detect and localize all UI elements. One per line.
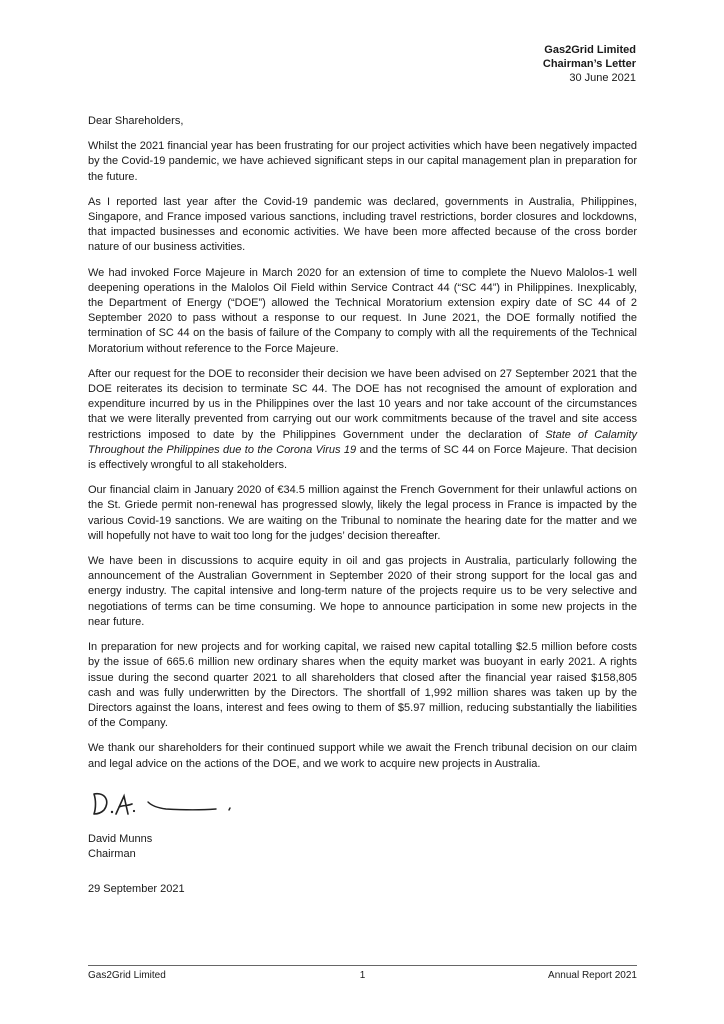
- footer-report-title: Annual Report 2021: [548, 970, 637, 981]
- signer-block: [88, 832, 637, 862]
- letter-body: [88, 114, 637, 897]
- paragraph-3: We had invoked Force Majeure in March 2020 for an extension of time to complete the Nuevo Malolos-1 well deepening operations in the Malolos Oil Field within Service Contract 44 (“SC 44”) in Philippines. Inexplicably, the Department of Energy (“DOE”) allowed the Technical Moratorium extension expiry date of SC 44 of 2 September 2020 to pass without a response to our request. In June 2021, the DOE formally notified the termination of SC 44 on the basis of failure of the Company to comply with all the requirements of the Technical Moratorium without reference to the Force Majeure.: [88, 266, 637, 355]
- page-number: 1: [359, 970, 366, 981]
- paragraph-1: Whilst the 2021 financial year has been frustrating for our project activities which have been negatively impacted by the Covid-19 pandemic, we have achieved significant steps in our capital management plan in preparation for the future.: [88, 140, 637, 183]
- company-name: Gas2Grid Limited: [544, 44, 636, 56]
- salutation: Dear Shareholders,: [88, 115, 184, 127]
- paragraph-7: In preparation for new projects and for working capital, we raised new capital totalling $2.5 million before costs by the issue of 665.6 million new ordinary shares when the equity market was buoyant in early 2021. A rights issue during the second quarter 2021 to all shareholders that closed after the financial year raised $158,805 cash and was fully underwritten by the Directors. The shortfall of 1,992 million shares was taken up by the Directors against the loans, interest and fees owing to them of $5.97 million, reducing substantially the liabilities of the Company.: [88, 641, 637, 730]
- letter-date: 29 September 2021: [88, 883, 185, 896]
- paragraph-5: Our financial claim in January 2020 of €34.5 million against the French Government for their unlawful actions on the St. Griede permit non-renewal has progressed slowly, likely the legal process in France is impacted by the various Covid-19 sanctions. We are waiting on the Tribunal to nominate the hearing date for the matter and we will hopefully not have to wait too long for the judges’ decision thereafter.: [88, 484, 637, 542]
- letter-header: [543, 43, 636, 85]
- document-title: Chairman’s Letter: [542, 58, 636, 70]
- paragraph-8: We thank our shareholders for their continued support while we await the French tribunal decision on our claim and legal advice on the actions of the DOE, and we work to acquire new projects in Australia.: [88, 742, 637, 770]
- paragraph-4-part-1: After our request for the DOE to reconsider their decision we have been advised on 27 September 2021 that the DOE reiterates its decision to terminate SC 44. The DOE has not recognised the amount of exploration and expenditure incurred by us in the Philippines over the last 10 years and nor take account of the circumstances that we were literally prevented from carrying out our work commitments because of the travel and site access restrictions imposed to date by the Philippines Government under the declaration of: [88, 367, 637, 441]
- report-period: 30 June 2021: [569, 72, 636, 84]
- paragraph-2: As I reported last year after the Covid-19 pandemic was declared, governments in Australia, Philippines, Singapore, and France imposed various sanctions, including travel restrictions, border closures and lockdowns, that impacted businesses and economic activities. We have been more affected because of the cross border nature of our business activities.: [88, 195, 637, 254]
- paragraph-4-italic-declaration: State of Calamity Throughout the Philippines due to the Corona Virus 19: [88, 428, 638, 456]
- paragraph-4: [88, 367, 637, 473]
- signature-image: [88, 782, 258, 822]
- paragraph-6: We have been in discussions to acquire equity in oil and gas projects in Australia, particularly following the announcement of the Australian Government in September 2020 of their strong support for the local gas and energy industry. The capital intensive and long-term nature of the projects require us to be very selective and negotiations of terms can be time consuming. We hope to announce participation in some new projects in the near future.: [88, 555, 637, 628]
- signer-name: David Munns: [88, 832, 153, 845]
- page-footer: [88, 965, 637, 982]
- handwritten-signature: [88, 782, 637, 822]
- footer-company: Gas2Grid Limited: [88, 970, 166, 981]
- paragraph-4-part-2: and the terms of SC 44 on Force Majeure. That decision is effectively wrongful to all stakeholders.: [88, 443, 637, 472]
- signer-title: Chairman: [88, 847, 136, 860]
